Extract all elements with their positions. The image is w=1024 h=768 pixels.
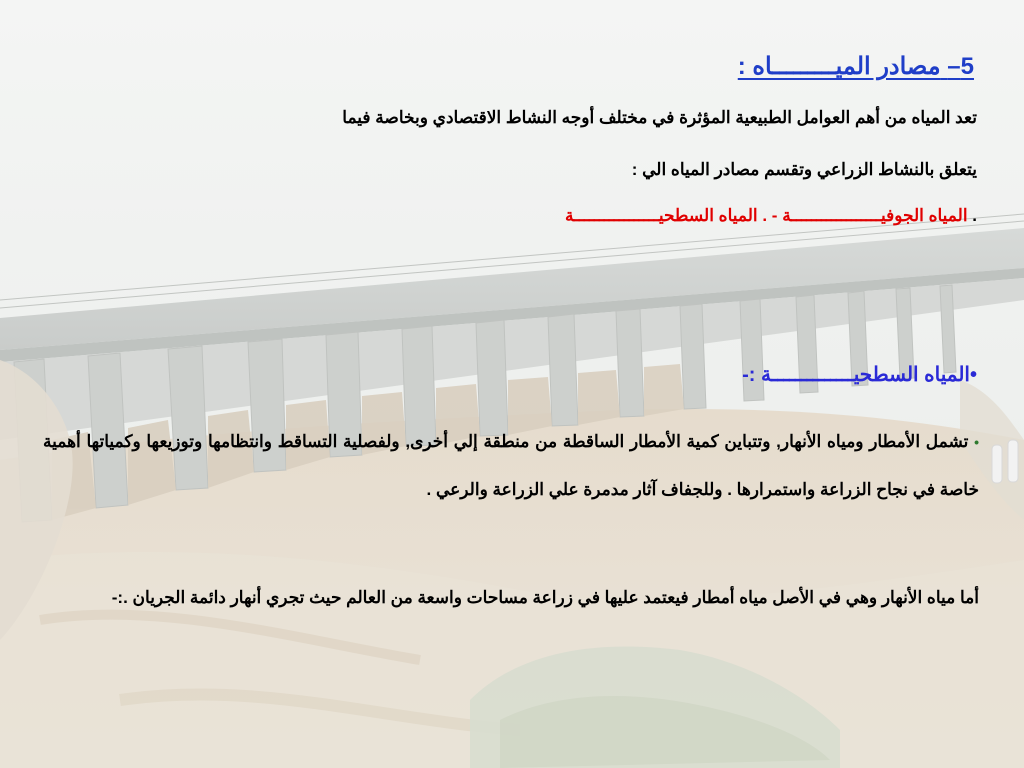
surface-water-paragraph xyxy=(43,418,979,514)
section-heading xyxy=(738,52,974,81)
rivers-paragraph: أما مياه الأنهار وهي في الأصل مياه أمطار فيعتمد عليها في زراعة مساحات واسعة من العالم حيث تجري أنهار دائمة الجريان .:- xyxy=(111,588,979,607)
surface-water-subheading xyxy=(742,362,977,387)
subheading-bullet: • xyxy=(969,364,977,386)
sources-separator: - . xyxy=(757,206,783,225)
subheading-text: المياه السطحيــــــــــــــة :- xyxy=(742,364,970,386)
groundwater-label: المياه الجوفيــــــــــــــــــة xyxy=(782,206,968,225)
heading-title: مصادر الميـــــــــاه : xyxy=(737,53,941,80)
water-sources-line xyxy=(565,206,977,226)
intro-line-2: يتعلق بالنشاط الزراعي وتقسم مصادر المياه الي : xyxy=(631,160,977,179)
paragraph-text: تشمل الأمطار ومياه الأنهار, وتتباين كمية الأمطار الساقطة من منطقة إلي أخرى, ولفصلية التساقط وانتظامها وتوزيعها وكمياتها أهمية خاصة في نجاح الزراعة واستمرارها . وللجفاف آثار مدمرة علي الزراعة والرعي . xyxy=(43,432,979,499)
paragraph-bullet: • xyxy=(974,434,979,450)
surface-water-label: المياه السطحيـــــــــــــــــة xyxy=(565,206,758,225)
intro-line-1: تعد المياه من أهم العوامل الطبيعية المؤثرة في مختلف أوجه النشاط الاقتصادي وبخاصة فيما xyxy=(342,108,977,127)
heading-number: 5– xyxy=(947,53,974,80)
sources-lead: . xyxy=(967,206,977,225)
